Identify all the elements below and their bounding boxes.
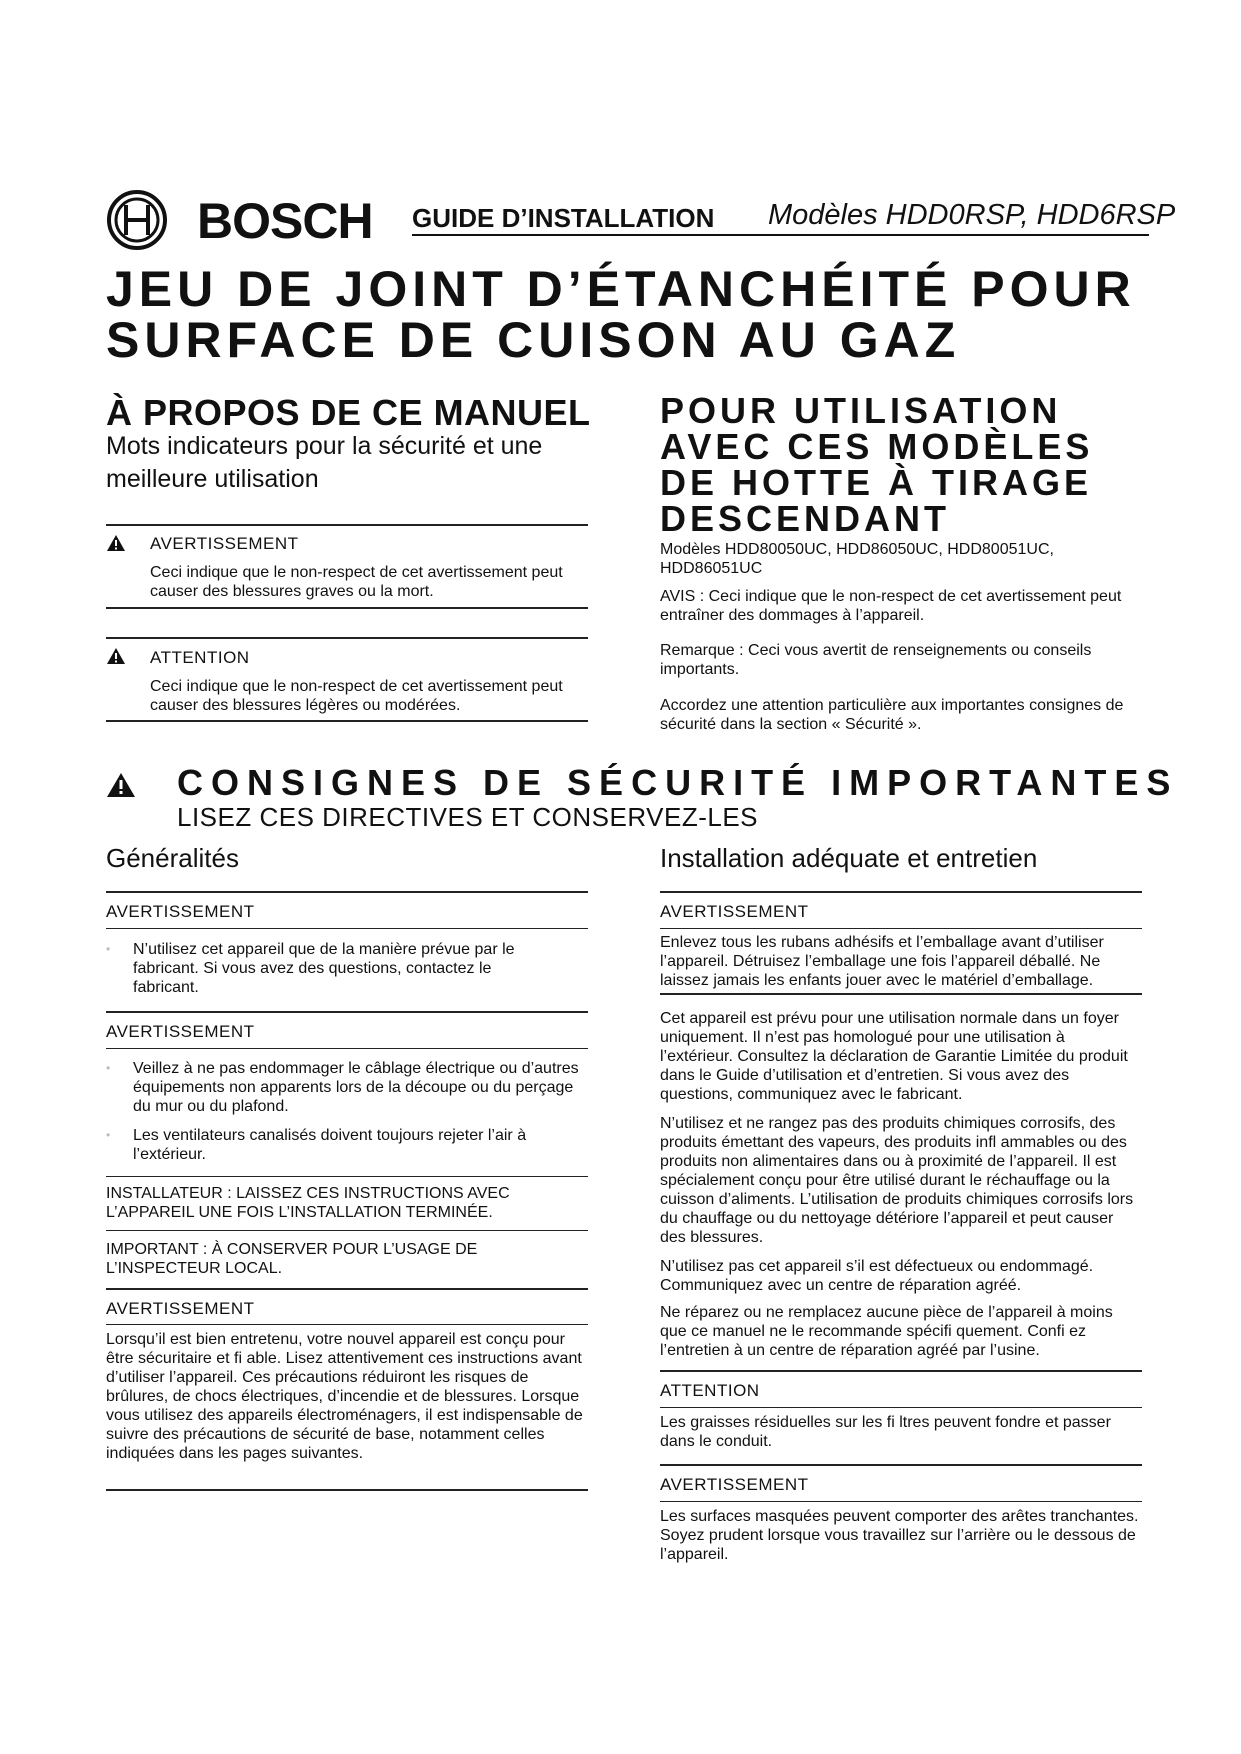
general-warning-1-label: AVERTISSEMENT	[106, 902, 255, 921]
usage-heading-line-1: POUR UTILISATION	[660, 390, 1062, 431]
warning-label: AVERTISSEMENT	[150, 534, 299, 553]
important-note: IMPORTANT : À CONSERVER POUR L’USAGE DE L’INSPECTEUR LOCAL.	[106, 1241, 478, 1277]
divider	[106, 1288, 588, 1290]
usage-attention: Accordez une attention particulière aux importantes consignes de sécurité dans la section « Sécurité ».	[660, 697, 1124, 733]
divider	[106, 1011, 588, 1013]
caution-label: ATTENTION	[150, 648, 250, 667]
divider	[106, 637, 588, 639]
general-warning-2-label: AVERTISSEMENT	[106, 1022, 255, 1041]
about-heading: À PROPOS DE CE MANUEL	[106, 392, 591, 433]
title-line-1: JEU DE JOINT D’ÉTANCHÉITÉ POUR	[106, 261, 1136, 317]
install-warning-2-text: Les surfaces masquées peuvent comporter des arêtes tranchantes. Soyez prudent lorsque vous travaillez sur l’arrière ou le dessous de l’appareil.	[660, 1508, 1139, 1563]
divider	[106, 1048, 588, 1049]
warning-text: Ceci indique que le non-respect de cet avertissement peut causer des blessures graves ou la mort.	[150, 564, 563, 600]
install-caution-label: ATTENTION	[660, 1381, 760, 1400]
divider	[106, 524, 588, 526]
header-models: Modèles HDD0RSP, HDD6RSP	[768, 199, 1176, 231]
usage-models: Modèles HDD80050UC, HDD86050UC, HDD80051UC, HDD86051UC	[660, 541, 1054, 577]
general-warning-3-text: Lorsqu’il est bien entretenu, votre nouvel appareil est conçu pour être sécuritaire et fi able. Lisez attentivement ces instructions avant d’utiliser l’appareil. Ces précautions réduiront les risques de brûlures, de chocs électriques, d’incendie et de blessures. Lorsque vous utilisez des appareils électroménagers, il est indispensable de suivre des précautions de sécurité de base, notamment celles indiquées dans les pages suivantes.	[106, 1331, 583, 1462]
general-warning-2-list	[106, 1059, 588, 1164]
safety-subheading: LISEZ CES DIRECTIVES ET CONSERVEZ-LES	[177, 802, 759, 832]
install-caution-text: Les graisses résiduelles sur les fi ltres peuvent fondre et passer dans le conduit.	[660, 1414, 1111, 1450]
safety-warning-icon	[106, 772, 136, 798]
warning-triangle-icon	[106, 534, 126, 552]
divider	[660, 993, 1142, 995]
bosch-logo-icon	[106, 189, 168, 251]
divider	[660, 1464, 1142, 1466]
install-para-4: Ne réparez ou ne remplacez aucune pièce de l’appareil à moins que ce manuel ne le recommande spécifi quement. Confi ez l’entretien à un centre de réparation agréé par l’usine.	[660, 1304, 1113, 1359]
about-subheading: Mots indicateurs pour la sécurité et une meilleure utilisation	[106, 432, 543, 493]
divider	[660, 1370, 1142, 1372]
divider	[106, 720, 588, 722]
divider	[660, 891, 1142, 893]
install-para-2: N’utilisez et ne rangez pas des produits chimiques corrosifs, des produits émettant des vapeurs, des produits infl ammables ou des produits non alimentaires dans ou à proximité de l’appareil. Il est spécialement conçu pour être utilisé durant le réchauffage ou la cuisson d’aliments. L’utilisation de produits chimiques corrosifs lors du chauffage ou du nettoyage détériore l’appareil et peut causer des blessures.	[660, 1115, 1134, 1246]
guide-label: GUIDE D’INSTALLATION	[412, 203, 715, 233]
list-item: • Veillez à ne pas endommager le câblage électrique ou d’autres équipements non apparents lors de la découpe ou du perçage du mur ou du plafond.	[106, 1059, 588, 1116]
install-heading: Installation adéquate et entretien	[660, 843, 1038, 873]
general-heading: Généralités	[106, 843, 239, 873]
usage-notice: AVIS : Ceci indique que le non-respect de cet avertissement peut entraîner des dommages à l’appareil.	[660, 588, 1122, 624]
install-warning-2-label: AVERTISSEMENT	[660, 1475, 809, 1494]
header-divider	[412, 234, 1149, 236]
divider	[660, 1407, 1142, 1408]
caution-triangle-icon	[106, 647, 126, 665]
safety-heading: CONSIGNES DE SÉCURITÉ IMPORTANTES	[177, 762, 1179, 803]
list-item: • Les ventilateurs canalisés doivent toujours rejeter l’air à l’extérieur.	[106, 1126, 588, 1164]
general-warning-1-list	[106, 940, 546, 997]
usage-heading-line-4: DESCENDANT	[660, 498, 951, 539]
divider	[106, 891, 588, 893]
divider	[106, 1230, 588, 1231]
divider	[106, 607, 588, 609]
page-title	[106, 261, 1136, 368]
install-para-3: N’utilisez pas cet appareil s’il est défectueux ou endommagé. Communiquez avec un centre de réparation agréé.	[660, 1258, 1094, 1294]
divider	[106, 1489, 588, 1491]
divider	[106, 1324, 588, 1325]
usage-note: Remarque : Ceci vous avertit de renseignements ou conseils importants.	[660, 642, 1092, 678]
install-warning-1-text: Enlevez tous les rubans adhésifs et l’emballage avant d’utiliser l’appareil. Détruisez l’emballage une fois l’appareil déballé. Ne laissez jamais les enfants jouer avec le matériel d’emballage.	[660, 934, 1104, 989]
install-para-1: Cet appareil est prévu pour une utilisation normale dans un foyer uniquement. Il n’est pas homologué pour une utilisation à l’extérieur. Consultez la déclaration de Garantie Limitée du produit dans le Guide d’utilisation et d’entretien. Si vous avez des questions, communiquez avec le fabricant.	[660, 1010, 1128, 1103]
installer-note: INSTALLATEUR : LAISSEZ CES INSTRUCTIONS AVEC L’APPAREIL UNE FOIS L’INSTALLATION TERMINÉE.	[106, 1185, 510, 1221]
install-warning-1-label: AVERTISSEMENT	[660, 902, 809, 921]
title-line-2: SURFACE DE CUISON AU GAZ	[106, 312, 961, 368]
divider	[660, 1501, 1142, 1502]
usage-heading	[660, 390, 1180, 539]
usage-heading-line-2: AVEC CES MODÈLES	[660, 426, 1094, 467]
caution-text: Ceci indique que le non-respect de cet avertissement peut causer des blessures légères ou modérées.	[150, 678, 563, 714]
divider	[106, 928, 588, 929]
brand-name: BOSCH	[197, 193, 373, 249]
general-warning-3-label: AVERTISSEMENT	[106, 1299, 255, 1318]
list-item: • N’utilisez cet appareil que de la manière prévue par le fabricant. Si vous avez des questions, contactez le fabricant.	[106, 940, 546, 997]
divider	[106, 1176, 588, 1177]
usage-heading-line-3: DE HOTTE À TIRAGE	[660, 462, 1093, 503]
divider	[660, 928, 1142, 929]
